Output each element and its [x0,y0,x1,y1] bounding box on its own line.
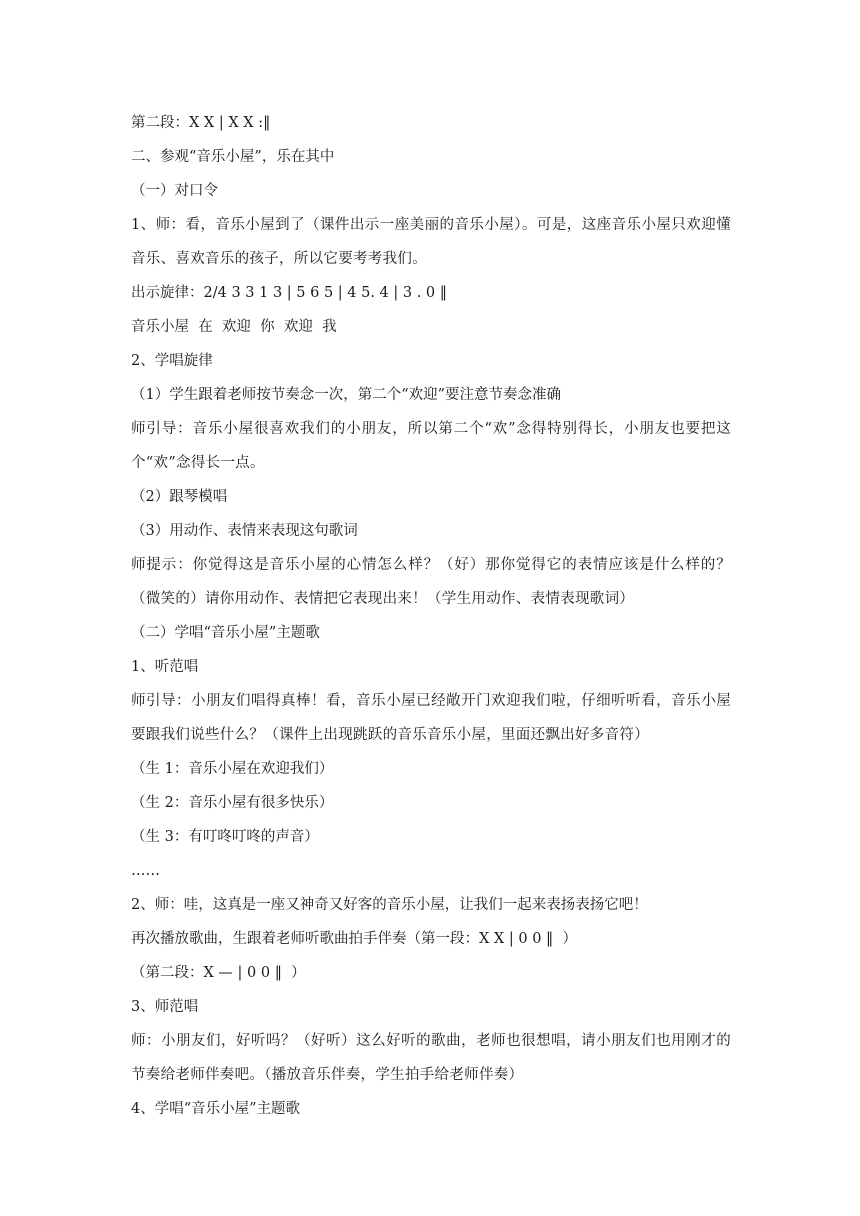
paragraph-step-2: （2）跟琴模唱 [131,489,228,505]
paragraph-step-3: （3）用动作、表情来表现这句歌词 [131,523,358,539]
paragraph-teacher-demo: 师：小朋友们，好听吗？（好听）这么好听的歌曲，老师也很想唱，请小朋友们也用刚才的节奏给老师伴奏吧。（播放音乐伴奏，学生拍手给老师伴奏） [131,1033,731,1083]
paragraph-teacher-hint: 师提示：你觉得这是音乐小屋的心情怎么样？（好）那你觉得它的表情应该是什么样的？（微笑的）请你用动作、表情把它表现出来！（学生用动作、表情表现歌词） [131,557,731,607]
subheading-learn-melody: 2、学唱旋律 [131,353,213,369]
paragraph-teacher-guide-1: 师引导：音乐小屋很喜欢我们的小朋友，所以第二个“欢”念得特别得长，小朋友也要把这个“欢”念得长一点。 [131,421,731,471]
paragraph-teacher-guide-2: 师引导：小朋友们唱得真棒！看，音乐小屋已经敞开门欢迎我们啦，仔细听听看，音乐小屋要跟我们说些什么？（课件上出现跳跃的音乐音乐小屋，里面还飘出好多音符） [131,693,731,743]
paragraph-replay: 再次播放歌曲，生跟着老师听歌曲拍手伴奏（第一段：X X | 0 0 ‖ ） [131,931,577,947]
heading-visit-music-house: 二、参观“音乐小屋”，乐在其中 [131,149,335,165]
subheading-password: （一）对口令 [131,183,218,199]
paragraph-student-2: （生 2：音乐小屋有很多快乐） [131,795,334,811]
subheading-theme-song: （二）学唱“音乐小屋”主题歌 [131,625,320,641]
paragraph-praise: 2、师：哇，这真是一座又神奇又好客的音乐小屋，让我们一起来表扬表扬它吧！ [131,897,648,913]
paragraph-student-1: （生 1：音乐小屋在欢迎我们） [131,761,334,777]
subheading-listen: 1、听范唱 [131,659,199,675]
paragraph-rhythm-section-two: 第二段：X X | X X :‖ [131,115,271,131]
paragraph-student-3: （生 3：有叮咚叮咚的声音） [131,829,319,845]
paragraph-teacher-intro: 1、师：看，音乐小屋到了（课件出示一座美丽的音乐小屋）。可是，这座音乐小屋只欢迎懂音乐、喜欢音乐的孩子，所以它要考考我们。 [131,217,731,267]
subheading-learn-theme-song: 4、学唱“音乐小屋”主题歌 [131,1101,301,1117]
subheading-teacher-demo: 3、师范唱 [131,999,199,1015]
paragraph-step-1: （1）学生跟着老师按节奏念一次，第二个“欢迎”要注意节奏念准确 [131,387,562,403]
paragraph-melody: 出示旋律：2/4 3 3 1 3 | 5 6 5 | 4 5. 4 | 3 . 0 ‖ [131,285,448,301]
document-body [131,106,731,1126]
paragraph-ellipsis: …… [131,863,160,879]
paragraph-lyrics: 音乐小屋 在 欢迎 你 欢迎 我 [131,319,337,335]
paragraph-section-two-rhythm: （第二段：X — | 0 0 ‖ ） [131,965,306,981]
